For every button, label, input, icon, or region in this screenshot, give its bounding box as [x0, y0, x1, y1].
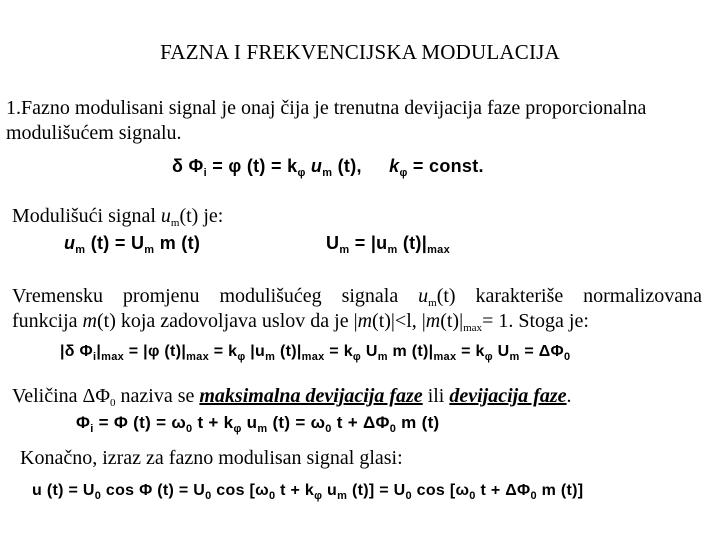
equation-instantaneous-phase: $\Phi_i = \Phi$ $(t) = \omega_0$ $t + k_\varphi$ $u_m$ $(t) = \omega_0$ $t + \Delta\Phi_0$ m (t) — [76, 413, 440, 435]
paragraph-deviation-definition: Veličina $\Delta\Phi_0$ naziva se maksimalna devijacija faze ili devijacija faze. — [12, 385, 572, 409]
paragraph-intro-line1: 1.Fazno modulisani signal je onaj čija je trenutna devijacija faze proporcionalna — [6, 97, 647, 119]
equation-modulating-signal: $u_m$ $(t) = U_m$ m (t) — [64, 233, 201, 256]
equation-phase-deviation: δ $\Phi_i = \varphi$ $(t) = k_\varphi$ $u_m$ (t), $k_\varphi$ = const. — [172, 156, 484, 179]
paragraph-modulating-signal: Modulišući signal $u_m(t)$ je: — [12, 205, 224, 229]
paragraph-intro-line2: modulišućem signalu. — [6, 122, 182, 144]
equation-amplitude: $U_m = |u_m$ $(t)|_{max}$ — [326, 233, 450, 256]
paragraph-normalized-line1: Vremensku promjenu modulišućeg signala $u_m(t)$ karakteriše normalizovana — [12, 285, 702, 309]
page-title: FAZNA I FREKVENCIJSKA MODULACIJA — [160, 40, 560, 64]
paragraph-final-expression: Konačno, izraz za fazno modulisan signal glasi: — [20, 447, 403, 469]
equation-pm-signal: u $(t) = U_0$ cos Φ $(t) = U_0$ $\cos [\omega_0$ $t + k_\varphi$ $u_m$ $(t)] = U_0$ $\cos [\omega_0$ $t + \Delta\Phi_0$ m (t)] — [32, 482, 584, 502]
equation-max-deviation: |δ $\Phi_i|_{max} = |\varphi$ $(t)|_{max} = k_\varphi$ $|u_m$ $(t)|_{max} = k_\varphi$ $U_m$ m $(t)|_{max} = k_\varphi$ $U_m = \Delta\Phi_0$ — [60, 343, 571, 363]
paragraph-normalized-line2: funkcija m(t) koja zadovoljava uslov da je |m(t)|<l, $|m(t)|_{max}= 1$. Stoga je: — [12, 310, 589, 334]
